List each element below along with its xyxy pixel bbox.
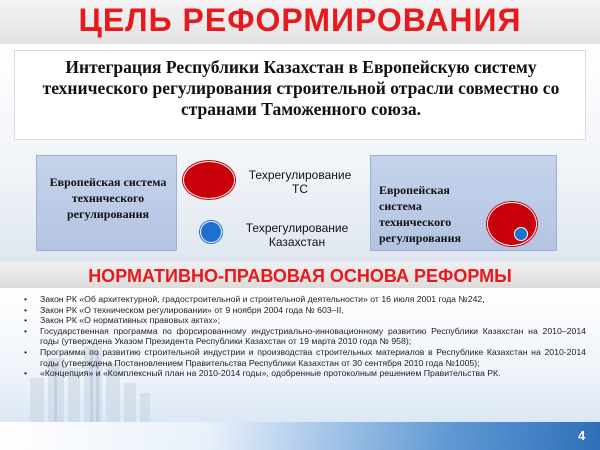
blue-circle-icon bbox=[200, 221, 222, 243]
goal-box bbox=[14, 50, 586, 140]
legend-ts-label: Техрегулирование ТС bbox=[248, 168, 352, 196]
european-system-label-right: Европейская система технического регулирования bbox=[379, 183, 461, 245]
law-item: • Закон РК «О нормативных правовых актах»; bbox=[40, 315, 586, 326]
bottom-decor-stripe bbox=[0, 422, 600, 450]
red-circle-large-icon bbox=[487, 202, 537, 246]
law-item: • Государственная программа по форсированному индустриально-инновационному развитию Республики Казахстан на 2010–2014 годы (утверждена Указом Президента Республики Казахстан от 19 марта 2010 года № 958); bbox=[40, 326, 586, 347]
law-item: • Закон РК «О техническом регулировании» от 9 ноября 2004 года № 603–II, bbox=[40, 305, 586, 316]
title-bar bbox=[0, 0, 600, 44]
section-band bbox=[0, 262, 600, 288]
slide-title: ЦЕЛЬ РЕФОРМИРОВАНИЯ bbox=[78, 2, 522, 38]
blue-circle-small-icon bbox=[514, 227, 528, 241]
laws-list bbox=[40, 294, 586, 379]
european-system-box-left bbox=[36, 155, 177, 251]
goal-text: Интеграция Республики Казахстан в Европейскую систему технического регулирования строительной отрасли совместно со странами Таможенного союза. bbox=[42, 57, 560, 119]
laws-area bbox=[0, 288, 600, 450]
legend-kz-label: Техрегулирование Казахстан bbox=[245, 221, 349, 249]
page-number: 4 bbox=[578, 428, 586, 443]
red-circle-icon bbox=[183, 161, 235, 199]
european-system-label-left: Европейская система технического регулирования bbox=[49, 175, 167, 221]
law-item: • Программа по развитию строительной индустрии и производства строительных материалов в Республике Казахстан на 2010-2014 годы (утверждена Постановлением Правительства Республики Казахстан от 30 сентября 2010 года №1005); bbox=[40, 347, 586, 368]
law-item: • Закон РК «Об архитектурной, градостроительной и строительной деятельности» от 16 июля 2001 года №242, bbox=[40, 294, 586, 305]
section-title: НОРМАТИВНО-ПРАВОВАЯ ОСНОВА РЕФОРМЫ bbox=[88, 266, 512, 286]
european-system-box-right bbox=[370, 155, 557, 251]
law-item: • «Концепция» и «Комплексный план на 2010-2014 годы», одобренные протоколным решением Правительства РК. bbox=[40, 368, 586, 379]
